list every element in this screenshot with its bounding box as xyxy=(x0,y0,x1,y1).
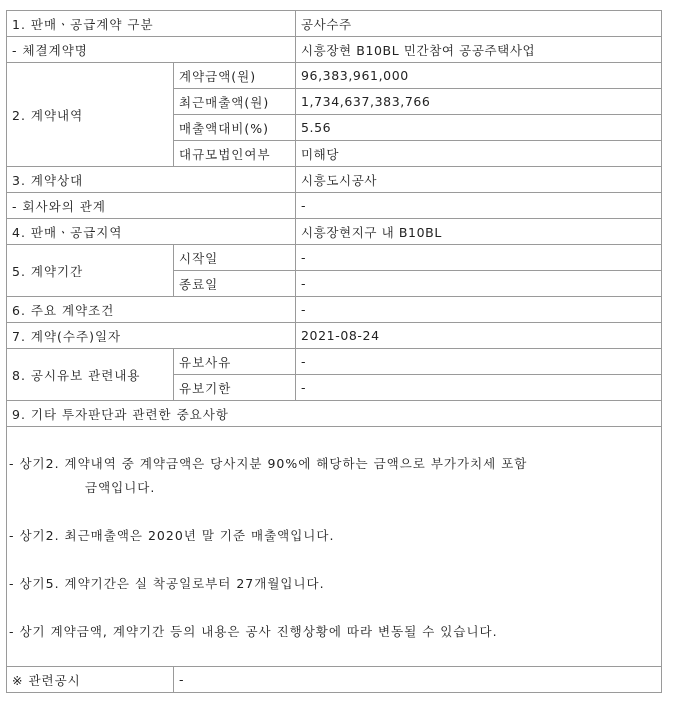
contract-amount-label: 계약금액(원) xyxy=(174,63,296,89)
reservation-label: 8. 공시유보 관련내용 xyxy=(7,349,174,401)
recent-sales-label: 최근매출액(원) xyxy=(174,89,296,115)
supply-region-label: 4. 판매ㆍ공급지역 xyxy=(7,219,296,245)
large-corp-value: 미해당 xyxy=(296,141,662,167)
row-contract-category xyxy=(7,11,662,37)
relationship-value: - xyxy=(296,193,662,219)
contract-details-label: 2. 계약내역 xyxy=(7,63,174,167)
note-1-line-1: - 상기2. 계약내역 중 계약금액은 당사지분 90%에 해당하는 금액으로 부가가치세 포함 xyxy=(9,456,528,471)
counterparty-value: 시흥도시공사 xyxy=(296,167,662,193)
note-4-text: - 상기 계약금액, 계약기간 등의 내용은 공사 진행상황에 따라 변동될 수 있습니다. xyxy=(9,624,498,639)
disclosure-sheet xyxy=(6,10,661,693)
other-matters-header: 9. 기타 투자판단과 관련한 중요사항 xyxy=(7,401,662,427)
supply-region-value: 시흥장현지구 내 B10BL xyxy=(296,219,662,245)
row-contract-name xyxy=(7,37,662,63)
contract-name-label: - 체결계약명 xyxy=(7,37,296,63)
row-other-header xyxy=(7,401,662,427)
contract-date-value: 2021-08-24 xyxy=(296,323,662,349)
row-main-conditions xyxy=(7,297,662,323)
note-1-line-2: 금액입니다. xyxy=(85,480,156,495)
related-disclosure-value: - xyxy=(174,667,662,693)
note-3 xyxy=(7,548,661,596)
period-start-value: - xyxy=(296,245,662,271)
row-counterparty xyxy=(7,167,662,193)
note-2 xyxy=(7,500,661,548)
period-end-value: - xyxy=(296,271,662,297)
contract-period-label: 5. 계약기간 xyxy=(7,245,174,297)
reservation-reason-label: 유보사유 xyxy=(174,349,296,375)
sales-ratio-label: 매출액대비(%) xyxy=(174,115,296,141)
disclosure-table xyxy=(6,10,662,693)
other-matters-notes xyxy=(7,427,662,667)
relationship-label: - 회사와의 관계 xyxy=(7,193,296,219)
large-corp-label: 대규모법인여부 xyxy=(174,141,296,167)
contract-category-label: 1. 판매ㆍ공급계약 구분 xyxy=(7,11,296,37)
reservation-deadline-label: 유보기한 xyxy=(174,375,296,401)
row-other-notes xyxy=(7,427,662,667)
period-start-label: 시작일 xyxy=(174,245,296,271)
contract-date-label: 7. 계약(수주)일자 xyxy=(7,323,296,349)
counterparty-label: 3. 계약상대 xyxy=(7,167,296,193)
row-supply-region xyxy=(7,219,662,245)
note-1 xyxy=(7,427,661,500)
row-contract-date xyxy=(7,323,662,349)
note-2-text: - 상기2. 최근매출액은 2020년 말 기준 매출액입니다. xyxy=(9,528,335,543)
related-disclosure-label: ※ 관련공시 xyxy=(7,667,174,693)
sales-ratio-value: 5.56 xyxy=(296,115,662,141)
row-reservation-reason xyxy=(7,349,662,375)
contract-amount-value: 96,383,961,000 xyxy=(296,63,662,89)
period-end-label: 종료일 xyxy=(174,271,296,297)
contract-category-value: 공사수주 xyxy=(296,11,662,37)
contract-name-value: 시흥장현 B10BL 민간참여 공공주택사업 xyxy=(296,37,662,63)
note-3-text: - 상기5. 계약기간은 실 착공일로부터 27개월입니다. xyxy=(9,576,325,591)
reservation-reason-value: - xyxy=(296,349,662,375)
main-conditions-label: 6. 주요 계약조건 xyxy=(7,297,296,323)
row-contract-amount xyxy=(7,63,662,89)
main-conditions-value: - xyxy=(296,297,662,323)
row-relationship xyxy=(7,193,662,219)
recent-sales-value: 1,734,637,383,766 xyxy=(296,89,662,115)
row-related-disclosure xyxy=(7,667,662,693)
note-4 xyxy=(7,596,661,644)
reservation-deadline-value: - xyxy=(296,375,662,401)
row-period-start xyxy=(7,245,662,271)
